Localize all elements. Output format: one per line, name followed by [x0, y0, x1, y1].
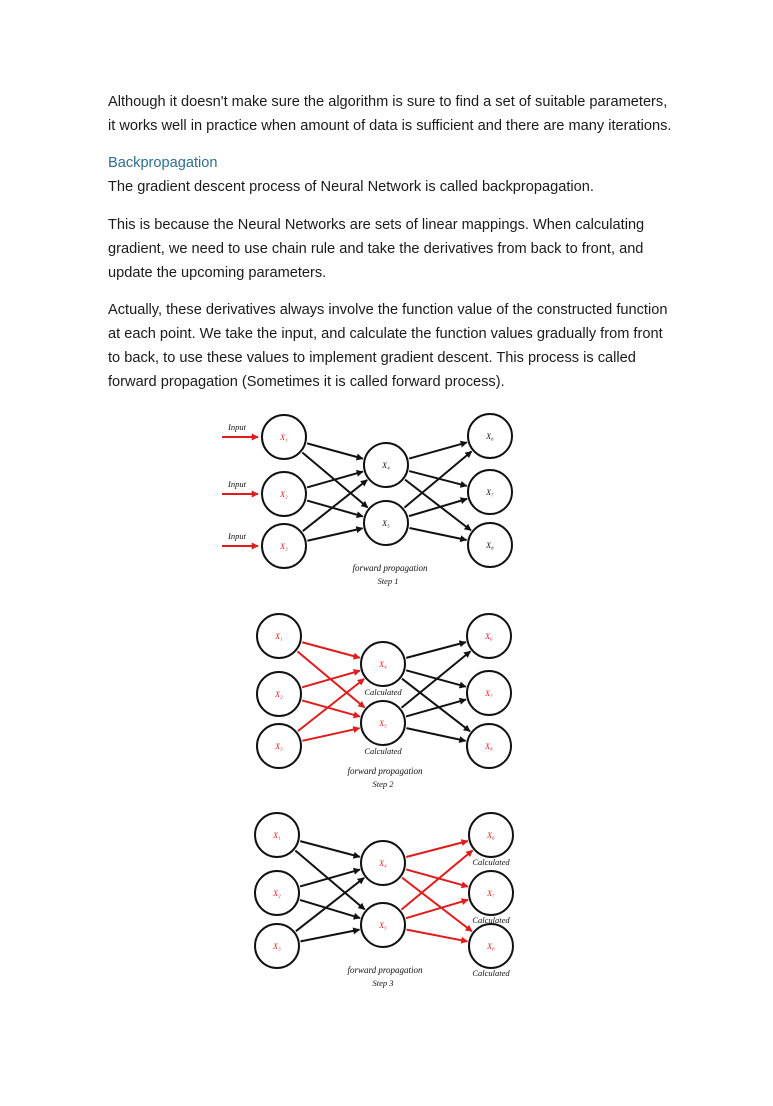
- edge-x4-x7: [406, 869, 468, 886]
- node-label-x3: X₃: [280, 542, 288, 551]
- node-label-x4: X₄: [382, 461, 390, 470]
- edge-x3-x4: [303, 480, 367, 531]
- caption-step-1: forward propagation: [352, 563, 428, 573]
- edge-x5-x6: [404, 451, 471, 507]
- node-label-x3: X₃: [275, 742, 283, 751]
- edge-x4-x8: [402, 679, 470, 732]
- node-label-x1: X₁: [280, 433, 288, 442]
- edge-x3-x4: [296, 878, 364, 931]
- node-label-x6: X₆: [486, 432, 494, 441]
- edge-x4-x6: [406, 642, 466, 658]
- node-label-x2: X₂: [275, 690, 283, 699]
- edge-x4-x6: [409, 442, 467, 458]
- node-label-x3: X₃: [273, 942, 281, 951]
- node-label-x6: X₆: [485, 632, 493, 641]
- edge-x4-x8: [405, 480, 471, 531]
- paragraph-definition: The gradient descent process of Neural Network is called backpropagation.: [108, 179, 594, 195]
- edge-x3-x5: [301, 930, 360, 942]
- paragraph-chain-rule: This is because the Neural Networks are sets of linear mappings. When calculating gradient, we need to use chain rule and take the derivatives from back to front, and update the upcoming parameters.: [108, 217, 645, 281]
- node-label-x2: X₂: [280, 490, 288, 499]
- edge-x5-x8: [406, 728, 465, 741]
- node-label-x4: X₄: [379, 859, 387, 868]
- edge-x5-x8: [407, 930, 468, 942]
- paragraph-intro: Although it doesn't make sure the algorithm is sure to find a set of suitable parameters, it works well in practice when amount of data is sufficient and there are many iterations.: [108, 94, 672, 134]
- step-label-1: Step 1: [377, 576, 399, 586]
- calculated-label-x5: Calculated: [364, 746, 402, 756]
- node-label-x7: X₇: [486, 488, 494, 497]
- edge-x5-x8: [409, 528, 466, 540]
- section-heading-backpropagation: Backpropagation: [108, 155, 218, 171]
- caption-step-3: forward propagation: [347, 965, 423, 975]
- node-label-x8: X₈: [487, 942, 495, 951]
- edge-x1-x4: [300, 841, 360, 857]
- node-label-x4: X₄: [379, 660, 387, 669]
- node-label-x5: X₅: [379, 719, 387, 728]
- paragraph-forward-propagation: Actually, these derivatives always involve the function value of the constructed function at each point. We take the input, and calculate the function values gradually from front to back, to use these values to implement gradient descent. This process is called forward propagation (Sometimes it is called forward process).: [108, 302, 668, 390]
- node-label-x1: X₁: [275, 632, 283, 641]
- node-label-x1: X₁: [273, 831, 281, 840]
- node-label-x8: X₈: [485, 742, 493, 751]
- edge-x3-x5: [302, 728, 359, 741]
- edge-x3-x5: [307, 528, 362, 540]
- edge-x5-x7: [406, 900, 468, 918]
- edge-x2-x4: [302, 671, 360, 688]
- input-label-3: Input: [228, 531, 246, 541]
- node-label-x5: X₅: [379, 921, 387, 930]
- step-label-2: Step 2: [372, 779, 394, 789]
- edge-x2-x4: [300, 870, 360, 887]
- edge-x1-x4: [307, 443, 363, 458]
- edge-x2-x5: [302, 700, 360, 716]
- edge-x1-x4: [302, 642, 360, 658]
- node-label-x7: X₇: [485, 689, 493, 698]
- node-label-x7: X₇: [487, 889, 495, 898]
- edge-x5-x7: [409, 499, 467, 516]
- edge-x2-x4: [307, 472, 363, 488]
- input-label-2: Input: [228, 479, 246, 489]
- caption-step-2: forward propagation: [347, 766, 423, 776]
- node-label-x2: X₂: [273, 889, 281, 898]
- calculated-label-x8: Calculated: [472, 968, 510, 978]
- input-label-1: Input: [228, 422, 246, 432]
- edge-x5-x6: [402, 651, 471, 708]
- edge-x4-x6: [406, 841, 468, 857]
- calculated-label-x7: Calculated: [472, 915, 510, 925]
- edge-x2-x5: [307, 501, 363, 517]
- step-label-3: Step 3: [372, 978, 394, 988]
- calculated-label-x6: Calculated: [472, 857, 510, 867]
- node-label-x8: X₈: [486, 541, 494, 550]
- edge-x5-x7: [406, 700, 466, 717]
- node-label-x5: X₅: [382, 519, 390, 528]
- calculated-label-x4: Calculated: [364, 687, 402, 697]
- node-label-x6: X₆: [487, 831, 495, 840]
- edge-x2-x5: [300, 900, 360, 918]
